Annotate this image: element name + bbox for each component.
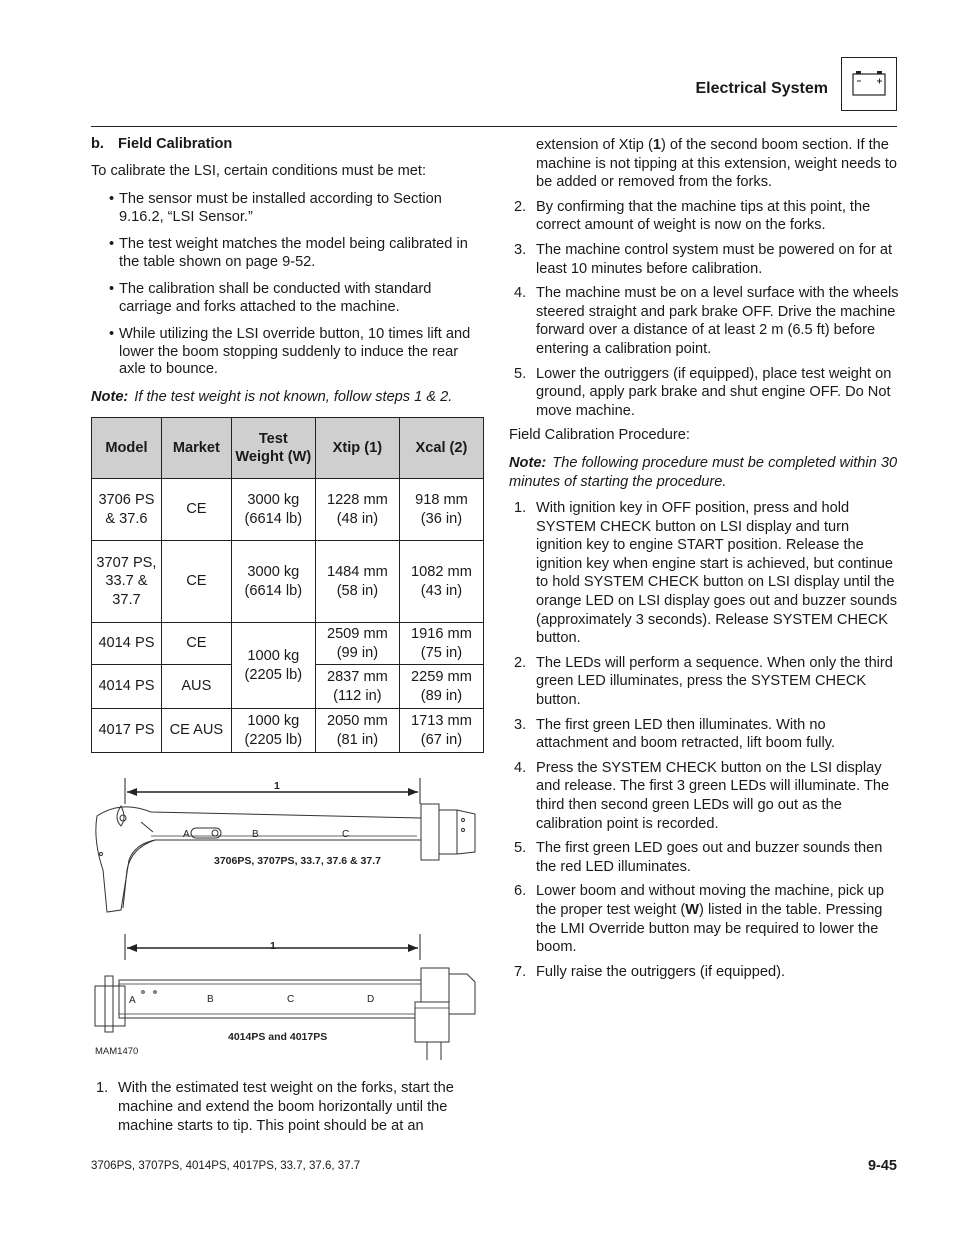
continued-text: ) of the second boom section. If the machine is not tipping at this extension, weight needs to be added or removed from the forks. <box>536 137 898 191</box>
step-number: 3. <box>514 716 527 733</box>
conditions-list <box>91 191 486 379</box>
list-item <box>509 365 899 421</box>
table-row <box>92 479 484 541</box>
list-item <box>91 326 486 379</box>
step-text: The first green LED then illuminates. With no attachment and boom retracted, lift boom fully. <box>536 716 836 752</box>
cell-model: 3707 PS, 33.7 & 37.7 <box>92 541 162 623</box>
list-item <box>509 654 899 710</box>
cell-model: 4014 PS <box>92 665 162 709</box>
cell-market: CE <box>161 623 231 665</box>
top-point-b: B <box>252 829 259 840</box>
top-point-c: C <box>342 829 350 840</box>
col-header-weight: Test Weight (W) <box>231 418 315 479</box>
step-text: The first green LED goes out and buzzer sounds then the red LED illuminates. <box>536 840 883 875</box>
list-item <box>509 198 899 235</box>
list-item-text: The test weight matches the model being calibrated in the table shown on page 9-52. <box>119 236 468 270</box>
step-number: 3. <box>514 241 527 258</box>
cell-xcal: 918 mm (36 in) <box>399 479 483 541</box>
left-column <box>91 136 486 753</box>
col-header-xtip: Xtip (1) <box>315 418 399 479</box>
step-number: 6. <box>514 883 527 900</box>
step-number: 5. <box>514 365 527 382</box>
cell-xcal: 1916 mm (75 in) <box>399 623 483 665</box>
list-item <box>91 281 486 316</box>
prep-steps-list <box>509 198 899 421</box>
list-item <box>509 882 899 956</box>
step-text: The machine control system must be powered on for at least 10 minutes before calibration. <box>536 241 893 277</box>
continued-text: extension of Xtip ( <box>536 137 653 153</box>
note <box>91 389 486 407</box>
note-label: Note: <box>509 454 547 471</box>
step-number: 7. <box>514 963 527 980</box>
list-item-text: The sensor must be installed according to Section 9.16.2, “LSI Sensor.” <box>119 191 442 225</box>
bottom-point-b: B <box>207 994 214 1005</box>
step-text: The machine must be on a level surface with the wheels steered straight and park brake OFF. Drive the machine forward over a distance of at least 2 m (6.5 ft) before entering a calibration point. <box>536 285 899 357</box>
list-item <box>509 284 899 358</box>
step-text: With ignition key in OFF position, press and hold SYSTEM CHECK button on LSI display and turn ignition key to engine START position. Release the ignition key when engine start is achieved, but continue to hold SYSTEM CHECK button on LSI display until the orange LED on LSI display goes out and buzzer sounds (approximately 3 seconds). Release SYSTEM CHECK button. <box>536 500 898 647</box>
bullet-icon: • <box>109 236 115 252</box>
step-text: By confirming that the machine tips at this point, the correct amount of weight is now on the forks. <box>536 198 871 234</box>
intro-text: To calibrate the LSI, certain conditions must be met: <box>91 162 427 179</box>
bullet-icon: • <box>109 326 115 342</box>
step-text: Fully raise the outriggers (if equipped). <box>536 963 786 980</box>
list-item <box>509 759 899 833</box>
step-text: Press the SYSTEM CHECK button on the LSI display and release. The first 3 green LEDs will illuminate. The third then second green LEDs will go out as the calibration point is recorded. <box>536 759 890 832</box>
list-item-text: While utilizing the LSI override button, 10 times lift and lower the boom stopping suddenly to induce the rear axle to bounce. <box>119 326 471 377</box>
note-label: Note: <box>91 388 129 405</box>
bottom-point-a: A <box>129 995 136 1006</box>
step-number: 2. <box>514 198 527 215</box>
cell-market: CE AUS <box>161 709 231 753</box>
step-number: 1. <box>96 1080 109 1096</box>
list-item-text: The calibration shall be conducted with standard carriage and forks attached to the machine. <box>119 281 432 315</box>
header-divider <box>91 126 897 127</box>
continued-bold: 1 <box>652 137 661 153</box>
calibration-table <box>91 417 484 753</box>
table-row <box>92 541 484 623</box>
cell-weight: 1000 kg (2205 lb) <box>231 709 315 753</box>
step-number: 1. <box>514 500 527 517</box>
step-number: 5. <box>514 840 527 857</box>
cell-xtip: 1228 mm (48 in) <box>315 479 399 541</box>
top-diagram-caption: 3706PS, 3707PS, 33.7, 37.6 & 37.7 <box>214 855 381 867</box>
cell-model: 3706 PS & 37.6 <box>92 479 162 541</box>
bottom-point-c: C <box>287 994 295 1005</box>
col-header-model: Model <box>92 418 162 479</box>
cell-xcal: 2259 mm (89 in) <box>399 665 483 709</box>
bullet-icon: • <box>109 281 115 297</box>
list-item <box>509 963 899 982</box>
bullet-icon: • <box>109 191 115 207</box>
step-number: 2. <box>514 654 527 671</box>
step-text-bold: W <box>685 901 700 918</box>
right-column <box>509 136 899 987</box>
page-number: 9-45 <box>867 1158 897 1174</box>
table-row <box>92 709 484 753</box>
bottom-point-d: D <box>367 994 375 1005</box>
step-number: 4. <box>514 285 527 302</box>
step-text: The LEDs will perform a sequence. When only the third green LED illuminates, press the SYSTEM CHECK button. <box>536 654 893 709</box>
section-heading <box>91 136 486 154</box>
procedure-note <box>509 454 899 491</box>
figure-reference: MAM1470 <box>95 1046 139 1057</box>
cell-xcal: 1713 mm (67 in) <box>399 709 483 753</box>
cell-xtip: 1484 mm (58 in) <box>315 541 399 623</box>
note-text: If the test weight is not known, follow steps 1 & 2. <box>134 388 453 405</box>
list-item <box>509 716 899 753</box>
cell-model: 4014 PS <box>92 623 162 665</box>
note-text: The following procedure must be completed within 30 minutes of starting the procedure. <box>509 454 898 490</box>
top-dimension-line <box>125 778 420 804</box>
cell-xtip: 2509 mm (99 in) <box>315 623 399 665</box>
col-header-xcal: Xcal (2) <box>399 418 483 479</box>
table-header-row <box>92 418 484 479</box>
cell-weight: 3000 kg (6614 lb) <box>231 541 315 623</box>
list-item <box>509 241 899 278</box>
col-header-market: Market <box>161 418 231 479</box>
cell-xcal: 1082 mm (43 in) <box>399 541 483 623</box>
step-number: 4. <box>514 759 527 776</box>
step-text: Lower the outriggers (if equipped), place test weight on ground, apply park brake and shut engine OFF. Do Not move machine. <box>536 365 892 419</box>
footer-models: 3706PS, 3707PS, 4014PS, 4017PS, 33.7, 37.6, 37.7 <box>91 1160 361 1172</box>
list-item <box>91 191 486 226</box>
table-row <box>92 623 484 665</box>
boom-diagram <box>91 770 486 1065</box>
top-point-a: A <box>183 829 190 840</box>
battery-icon <box>841 57 897 111</box>
cell-market: AUS <box>161 665 231 709</box>
step-text: With the estimated test weight on the forks, start the machine and extend the boom horizontally until the machine starts to tip. This point should be at an <box>118 1080 454 1134</box>
top-dimension-label: 1 <box>274 780 280 792</box>
cell-market: CE <box>161 479 231 541</box>
page-header-title: Electrical System <box>695 80 828 97</box>
step-text: ) listed in the table. Pressing the LMI Override button may be required to lower the boom. <box>536 901 883 956</box>
step-1-continued <box>509 136 899 192</box>
procedure-steps-list <box>509 499 899 981</box>
section-letter: b. <box>91 136 104 152</box>
boom-diagram-figure <box>91 770 486 1065</box>
cell-market: CE <box>161 541 231 623</box>
step-text: Lower boom and without moving the machine, pick up the proper test weight ( <box>536 883 885 918</box>
cell-weight: 3000 kg (6614 lb) <box>231 479 315 541</box>
cell-weight: 1000 kg (2205 lb) <box>231 623 315 709</box>
cell-xtip: 2050 mm (81 in) <box>315 709 399 753</box>
bottom-boom-drawing <box>95 968 475 1060</box>
bottom-dimension-label: 1 <box>270 940 276 952</box>
bottom-diagram-caption: 4014PS and 4017PS <box>228 1031 328 1043</box>
list-item <box>91 236 486 271</box>
list-item <box>509 499 899 648</box>
procedure-title: Field Calibration Procedure: <box>509 427 690 444</box>
left-step-1 <box>91 1079 486 1135</box>
cell-model: 4017 PS <box>92 709 162 753</box>
section-title: Field Calibration <box>118 136 233 152</box>
list-item <box>509 839 899 876</box>
cell-xtip: 2837 mm (112 in) <box>315 665 399 709</box>
